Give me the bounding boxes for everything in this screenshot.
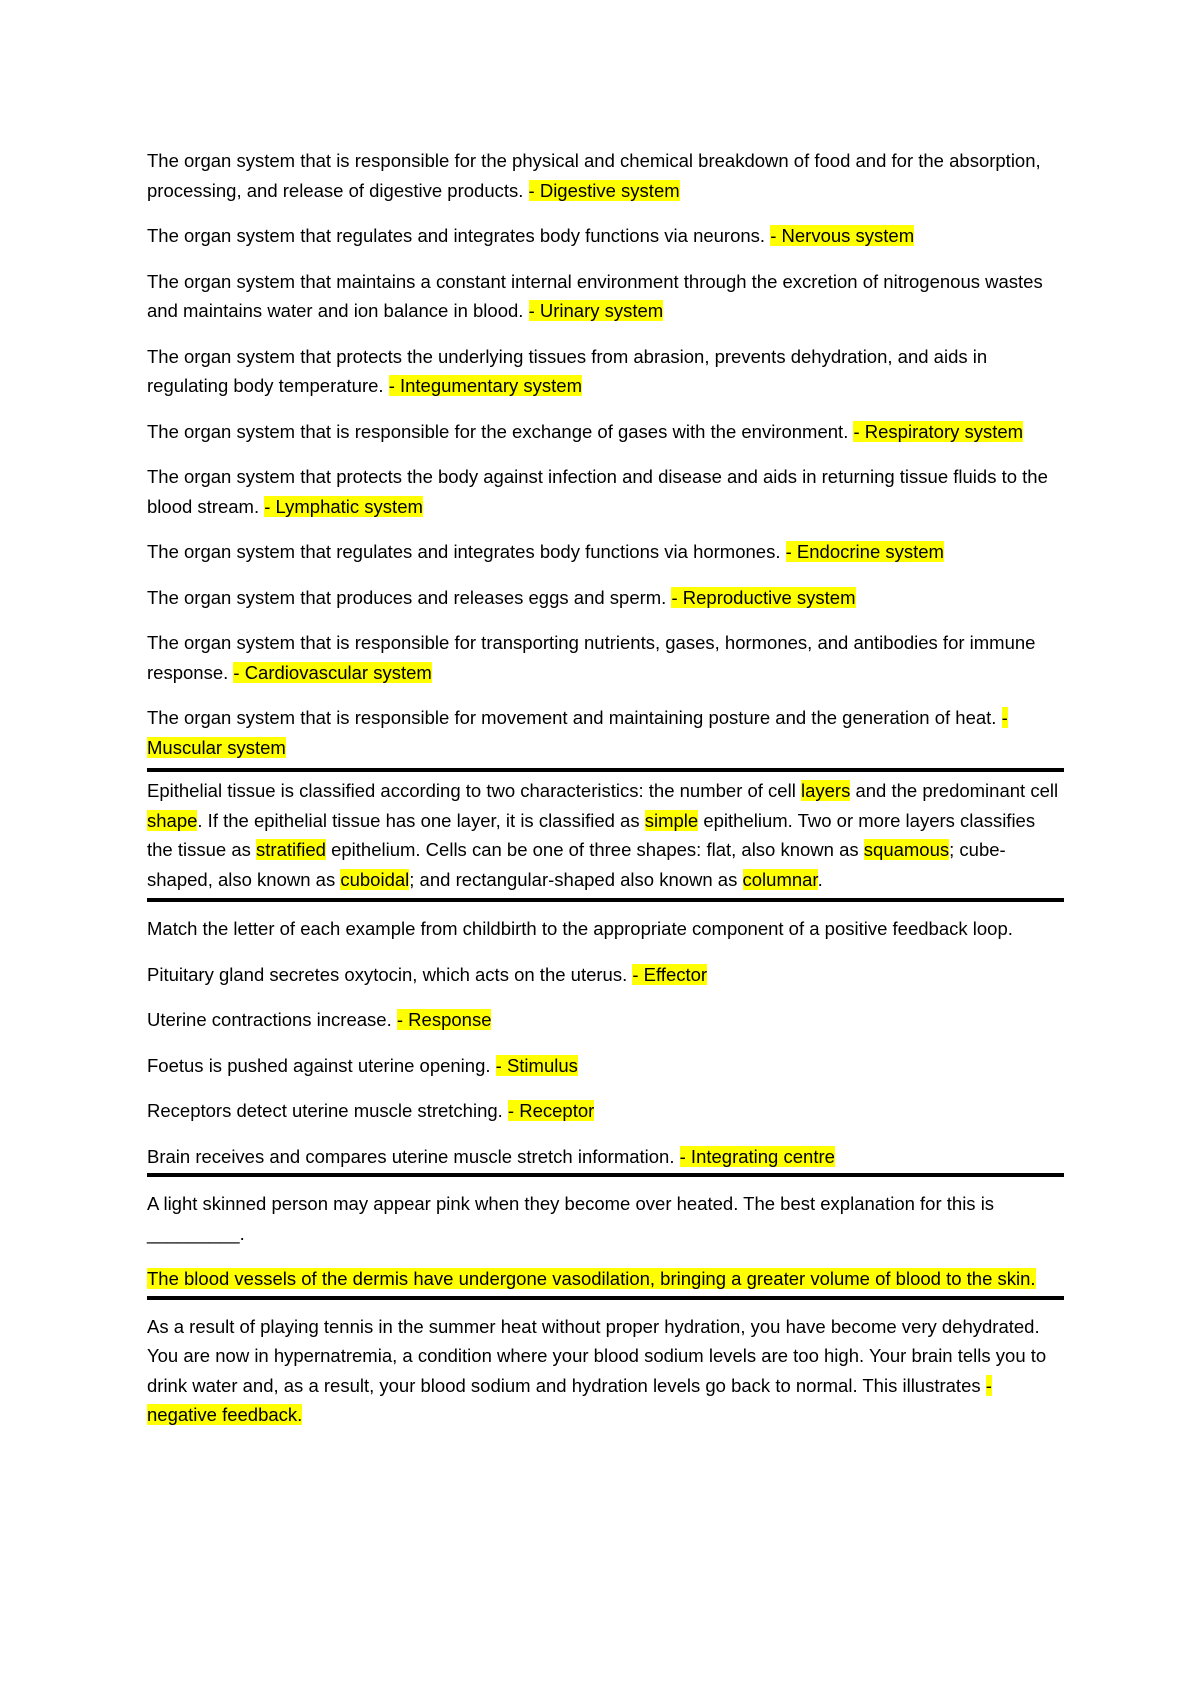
feedback-item-3: Foetus is pushed against uterine opening. - Stimulus — [147, 1054, 578, 1076]
organ-question-1: The organ system that is responsible for the physical and chemical breakdown of food and for the absorption, processing, and release of digestive products. - Digestive system — [147, 150, 1041, 201]
answer-highlight: The blood vessels of the dermis have undergone vasodilation, bringing a greater volume of blood to the skin. — [147, 1268, 1036, 1289]
term-highlight: simple — [644, 809, 699, 831]
answer-highlight: - Reproductive system — [671, 586, 856, 608]
pink-question: A light skinned person may appear pink when they become over heated. The best explanation for this is _________. — [147, 1193, 995, 1244]
pink-skin-section — [147, 1189, 1064, 1294]
epithelial-box — [147, 772, 1064, 894]
document-content — [147, 146, 1064, 1446]
feedback-intro: Match the letter of each example from childbirth to the appropriate component of a positive feedback loop. — [147, 918, 1013, 939]
answer-highlight: - Response — [396, 1009, 492, 1030]
answer-highlight: - Effector — [632, 963, 708, 985]
answer-highlight: - negative feedback. — [147, 1374, 992, 1425]
tennis-section — [147, 1312, 1064, 1430]
organ-question-5: The organ system that is responsible for the exchange of gases with the environment. - Respiratory system — [147, 420, 1024, 442]
feedback-item-1: Pituitary gland secretes oxytocin, which acts on the uterus. - Effector — [147, 963, 708, 985]
answer-highlight: - Stimulus — [495, 1054, 578, 1076]
organ-question-4: The organ system that protects the underlying tissues from abrasion, prevents dehydration, and aids in regulating body temperature. - Integumentary system — [147, 345, 988, 396]
answer-highlight: - Urinary system — [528, 300, 664, 321]
organ-question-2: The organ system that regulates and integrates body functions via neurons. - Nervous system — [147, 225, 915, 246]
feedback-section — [147, 914, 1064, 1171]
answer-highlight: - Nervous system — [770, 225, 915, 246]
section-divider — [147, 1296, 1064, 1300]
epithelial-paragraph: Epithelial tissue is classified according to two characteristics: the number of cell layers and the predominant cell shape. If the epithelial tissue has one layer, it is classified as simple epithelium. Two or more layers classifies the tissue as stratified epithelium. Cells can be one of three shapes: flat, also known as squamous; cube-shaped, also known as cuboidal; and rectangular-shaped also known as columnar. — [147, 780, 1059, 890]
tennis-paragraph: As a result of playing tennis in the summer heat without proper hydration, you have become very dehydrated. You are now in hypernatremia, a condition where your blood sodium levels are too high. Your brain tells you to drink water and, as a result, your blood sodium and hydration levels go back to normal. This illustrates - negative feedback. — [147, 1315, 1047, 1425]
feedback-item-2: Uterine contractions increase. - Response — [147, 1009, 492, 1030]
answer-highlight: - Endocrine system — [785, 541, 944, 562]
pink-answer — [147, 1264, 1064, 1294]
term-highlight: stratified — [256, 839, 326, 860]
term-highlight: shape — [147, 809, 198, 831]
organ-question-6: The organ system that protects the body against infection and disease and aids in returning tissue fluids to the blood stream. - Lymphatic system — [147, 466, 1048, 517]
answer-highlight: - Integrating centre — [679, 1145, 835, 1167]
organ-question-7: The organ system that regulates and integrates body functions via hormones. - Endocrine system — [147, 541, 944, 562]
feedback-item-4: Receptors detect uterine muscle stretching. - Receptor — [147, 1100, 595, 1121]
answer-highlight: - Receptor — [507, 1100, 595, 1121]
section-divider — [147, 898, 1064, 902]
organ-question-10: The organ system that is responsible for movement and maintaining posture and the generation of heat. - Muscular system — [147, 707, 1008, 758]
section-divider — [147, 1173, 1064, 1177]
answer-highlight: - Digestive system — [528, 179, 680, 201]
term-highlight: columnar — [742, 868, 818, 890]
organ-question-8: The organ system that produces and releases eggs and sperm. - Reproductive system — [147, 586, 856, 608]
term-highlight: squamous — [863, 839, 950, 860]
organ-question-3: The organ system that maintains a constant internal environment through the excretion of nitrogenous wastes and maintains water and ion balance in blood. - Urinary system — [147, 270, 1043, 321]
organ-question-9: The organ system that is responsible for transporting nutrients, gases, hormones, and antibodies for immune response. - Cardiovascular system — [147, 632, 1036, 683]
answer-highlight: - Cardiovascular system — [233, 661, 432, 683]
term-highlight: cuboidal — [340, 868, 410, 890]
answer-highlight: - Muscular system — [147, 707, 1008, 758]
term-highlight: layers — [800, 780, 851, 801]
answer-highlight: - Respiratory system — [853, 420, 1024, 442]
feedback-item-5: Brain receives and compares uterine muscle stretch information. - Integrating centre — [147, 1145, 835, 1167]
answer-highlight: - Lymphatic system — [264, 495, 423, 517]
answer-highlight: - Integumentary system — [388, 375, 582, 396]
